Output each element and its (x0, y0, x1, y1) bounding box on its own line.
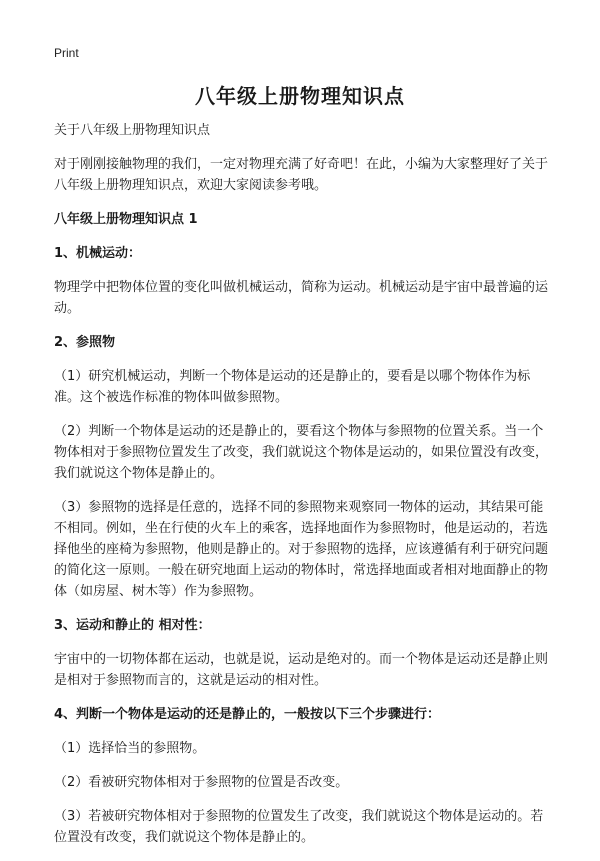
heading-mechanical-motion: 1、机械运动： (54, 246, 142, 261)
article-body (54, 120, 552, 861)
paragraph-reference-3: （3）参照物的选择是任意的，选择不同的参照物来观察同一物体的运动，其结果可能不相同。例如，坐在行使的火车上的乘客，选择地面作为参照物时，他是运动的，若选择他坐的座椅为参照物，他则是静止的。对于参照物的选择，应该遵循有利于研究问题的简化这一原则。一般在研究地面上运动的物体时，常选择地面或者相对地面静止的物体（如房屋、树木等）作为参照物。 (54, 500, 549, 599)
article-subtitle: 关于八年级上册物理知识点 (54, 123, 211, 138)
paragraph-step-1: （1）选择恰当的参照物。 (54, 741, 206, 756)
paragraph-step-3: （3）若被研究物体相对于参照物的位置发生了改变，我们就说这个物体是运动的。若位置没有改变，我们就说这个物体是静止的。 (54, 809, 544, 845)
paragraph-reference-2: （2）判断一个物体是运动的还是静止的，要看这个物体与参照物的位置关系。当一个物体相对于参照物位置发生了改变，我们就说这个物体是运动的，如果位置没有改变，我们就说这个物体是静止的。 (54, 424, 549, 481)
heading-reference-object: 2、参照物 (54, 335, 116, 350)
heading-judging-steps: 4、判断一个物体是运动的还是静止的，一般按以下三个步骤进行： (54, 707, 441, 722)
heading-relativity: 3、运动和静止的 相对性： (54, 618, 211, 633)
section-heading: 八年级上册物理知识点 1 (54, 212, 198, 227)
paragraph-relativity: 宇宙中的一切物体都在运动，也就是说，运动是绝对的。而一个物体是运动还是静止则是相对于参照物而言的，这就是运动的相对性。 (54, 652, 549, 688)
paragraph-reference-1: （1）研究机械运动，判断一个物体是运动的还是静止的，要看是以哪个物体作为标准。这个被选作标准的物体叫做参照物。 (54, 369, 531, 405)
paragraph-mechanical-motion: 物理学中把物体位置的变化叫做机械运动，简称为运动。机械运动是宇宙中最普遍的运动。 (54, 280, 549, 316)
page-title: 八年级上册物理知识点 (195, 84, 405, 108)
intro-paragraph: 对于刚刚接触物理的我们，一定对物理充满了好奇吧！在此，小编为大家整理好了关于八年级上册物理知识点，欢迎大家阅读参考哦。 (54, 157, 549, 193)
paragraph-step-2: （2）看被研究物体相对于参照物的位置是否改变。 (54, 775, 349, 790)
print-label: Print (54, 46, 79, 60)
